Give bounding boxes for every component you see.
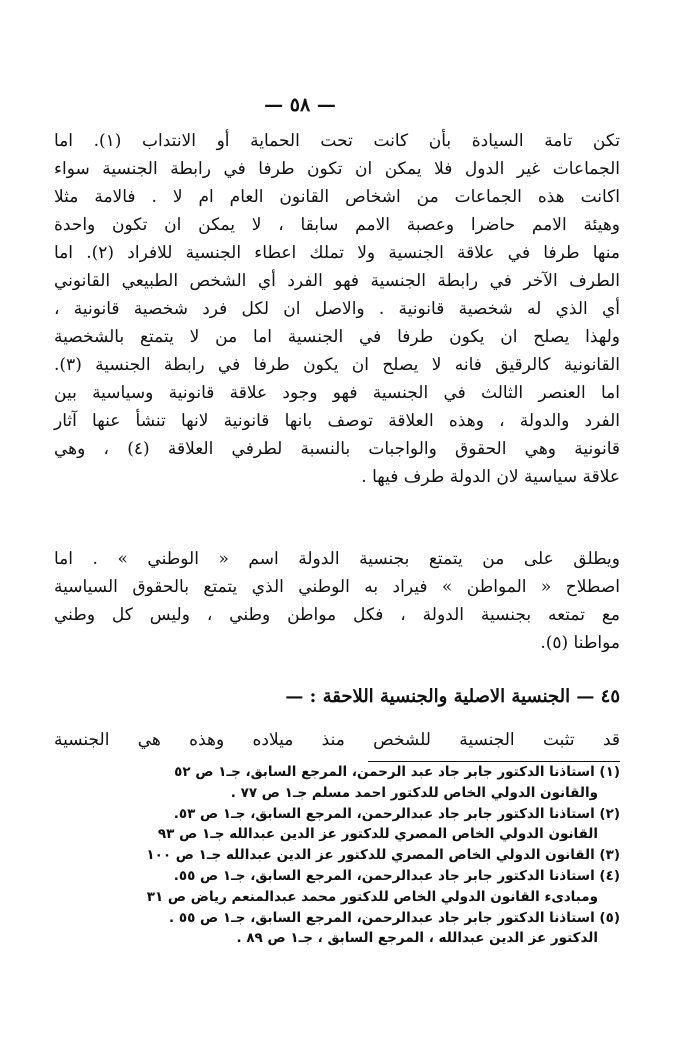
text-line: مواطنا (٥). xyxy=(540,633,620,653)
text-line: اصطلاح « المواطن » فيراد به الوطني الذي يتمتع بالحقوق السياسية xyxy=(54,577,620,597)
footnote-line: (٤) استاذنا الدكتور جابر جاد عبدالرحمن، المرجع السابق، جـ١ ص ٥٥. xyxy=(173,867,620,884)
footnote-line: الدكتور عز الدين عبدالله ، المرجع السابق ، جـ١ ص ٨٩ . xyxy=(236,930,598,947)
text-line: قد تثبت الجنسية للشخص منذ ميلاده وهذه هي الجنسية xyxy=(54,730,620,750)
footnote-line: (٥) استاذنا الدكتور جابر جاد عبدالرحمن، المرجع السابق، جـ١ ص ٥٥ . xyxy=(169,909,620,926)
text-line: ويطلق على من يتمتع بجنسية الدولة اسم « الوطني » . اما xyxy=(54,549,620,569)
footnote-line: (١) استاذنا الدكتور جابر جاد عبد الرحمن، المرجع السابق، جـ١ ص ٥٢ xyxy=(174,764,620,780)
page-number: — ٥٨ — xyxy=(264,94,336,116)
text-line: الطرف الآخر في رابطة الجنسية فهو الفرد أي الشخص الطبيعي القانوني xyxy=(54,271,620,291)
footnote-line: (٣) القانون الدولي الخاص المصري للدكتور عز الدين عبدالله جـ١ ص ١٠٠ xyxy=(146,847,620,864)
text-line: مع تمتعه بجنسية الدولة ، فكل مواطن وطني ، وليس كل وطني xyxy=(54,605,620,625)
footnotes xyxy=(54,762,620,949)
text-line: الفرد والدولة ، وهذه العلاقة توصف بانها قانونية لانها تنشأ عنها آثار xyxy=(54,411,620,431)
text-line: علاقة سياسية لان الدولة طرف فيها . xyxy=(361,467,620,487)
paragraph-1 xyxy=(54,127,620,491)
text-line: تكن تامة السيادة بأن كانت تحت الحماية أو الانتداب (١). اما xyxy=(54,131,620,151)
text-line: الجماعات غير الدول فلا يمكن ان تكون طرفا في رابطة الجنسية سواء xyxy=(54,159,620,179)
text-line: وهيئة الامم حاضرا وعصبة الامم سابقا ، لا يمكن ان تكون واحدة xyxy=(54,215,620,235)
text-line: اكانت هذه الجماعات من اشخاص القانون العام ام لا . فالامة مثلا xyxy=(54,187,620,207)
footnote-line: ومبادىء القانون الدولي الخاص للدكتور محمد عبدالمنعم رياض ص ٣١ xyxy=(146,888,598,905)
text-line: القانونية كالرقيق فانه لا يصلح ان يكون طرفا في رابطة الجنسية (٣). xyxy=(54,355,620,375)
text-line: قانونية وهي الحقوق والواجبات بالنسبة لطرفي العلاقة (٤) ، وهي xyxy=(54,439,620,459)
text-line: اما العنصر الثالث في الجنسية فهو وجود علاقة قانونية وسياسية بين xyxy=(54,383,620,403)
footnote-line: والقانون الدولي الخاص للدكتور احمد مسلم جـ١ ص ٧٧ . xyxy=(230,784,598,801)
paragraph-3 xyxy=(54,726,620,754)
text-line: أي الذي له شخصية قانونية . والاصل ان لكل فرد شخصية قانونية ، xyxy=(54,299,620,319)
text-line: منها طرفا في علاقة الجنسية ولا تملك اعطاء الجنسية للافراد (٢). اما xyxy=(54,243,620,263)
section-heading: ٤٥ — الجنسية الاصلية والجنسية اللاحقة : — xyxy=(285,686,620,707)
footnote-line: القانون الدولي الخاص المصري للدكتور عز الدين عبدالله جـ١ ص ٩٣ xyxy=(157,826,598,843)
paragraph-2 xyxy=(54,545,620,657)
footnote-line: (٢) استاذنا الدكتور جابر جاد عبدالرحمن، المرجع السابق، جـ١ ص ٥٣. xyxy=(173,805,620,822)
text-line: ولهذا يصلح ان يكون طرفا في الجنسية اما من لا يتمتع بالشخصية xyxy=(54,327,620,347)
